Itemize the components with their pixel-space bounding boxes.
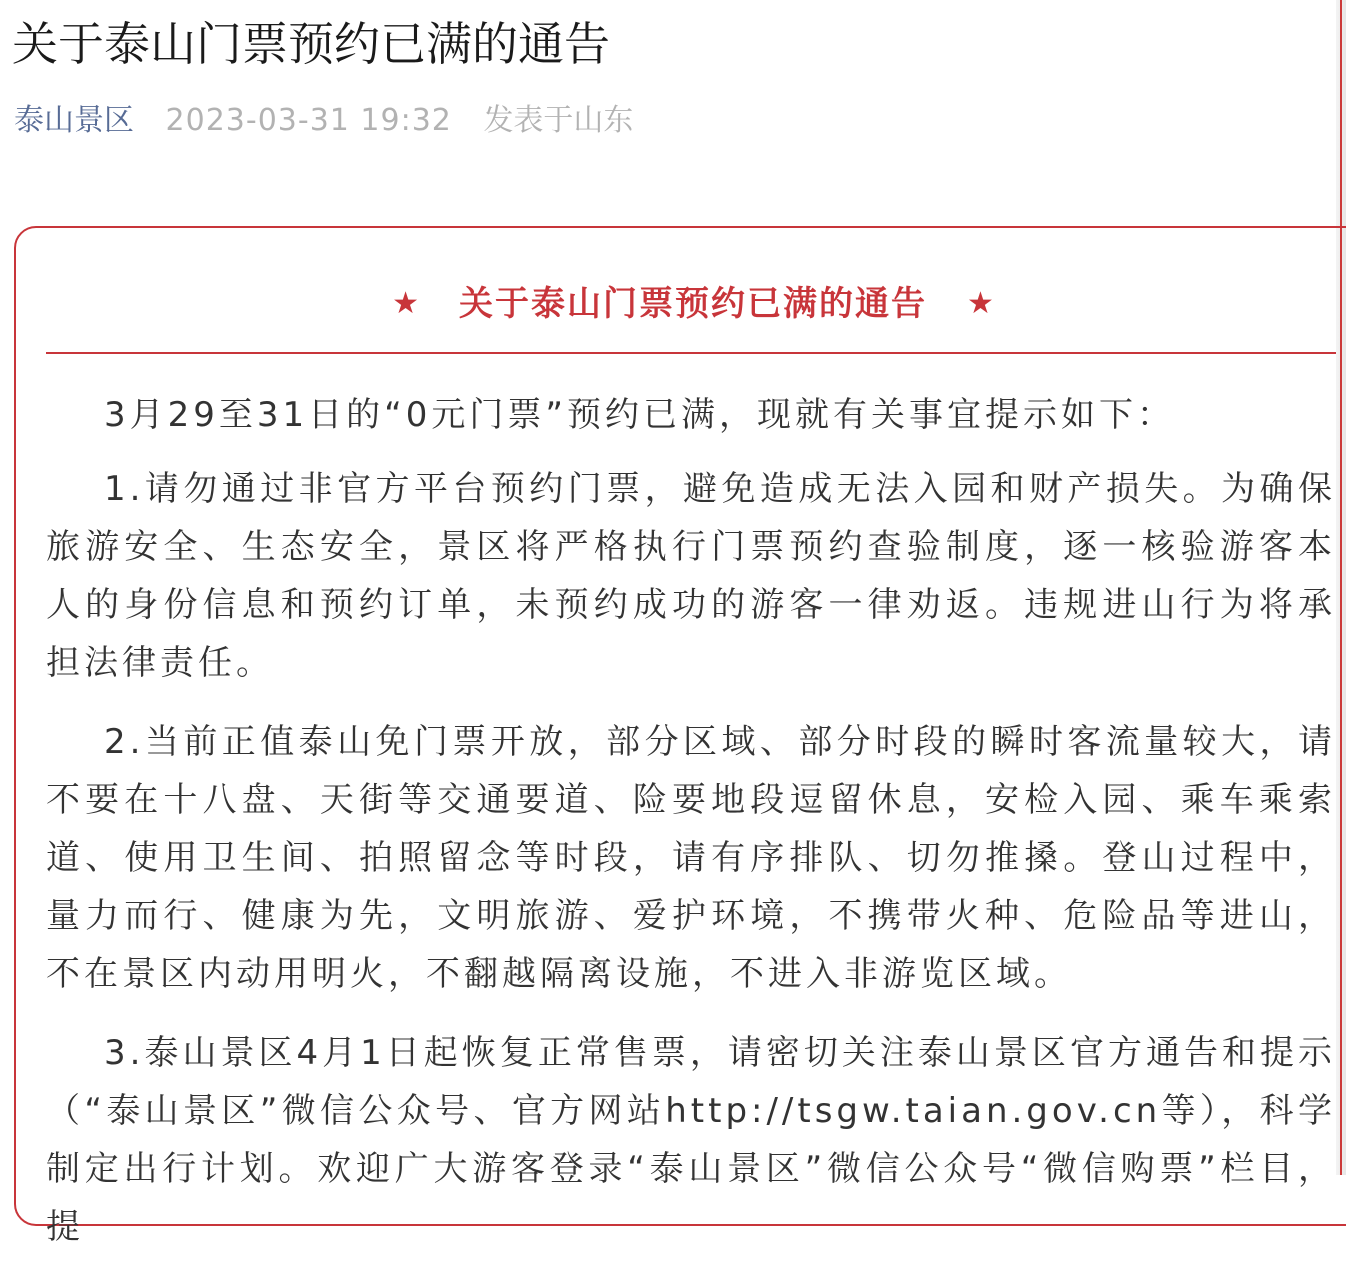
notice-title: 关于泰山门票预约已满的通告 xyxy=(459,284,927,324)
paragraph-3: 3.泰山景区4月1日起恢复正常售票，请密切关注泰山景区官方通告和提示（“泰山景区”微信公众号、官方网站http://tsgw.taian.gov.cn等），科学制定出行计划。欢迎广大游客登录“泰山景区”微信公众号“微信购票”栏目，提 xyxy=(46,1033,1336,1247)
paragraph-1: 1.请勿通过非官方平台预约门票，避免造成无法入园和财产损失。为确保旅游安全、生态安全，景区将严格执行门票预约查验制度，逐一核验游客本人的身份信息和预约订单，未预约成功的游客一律劝返。违规进山行为将承担法律责任。 xyxy=(46,469,1336,683)
notice-body xyxy=(46,386,1336,1277)
author-link[interactable]: 泰山景区 xyxy=(14,103,134,138)
star-left-icon: ★ xyxy=(392,286,419,321)
star-right-icon: ★ xyxy=(967,286,994,321)
notice-divider xyxy=(46,352,1336,354)
publish-date: 2023-03-31 19:32 xyxy=(165,103,452,138)
notice-header xyxy=(0,272,1346,336)
paragraph-intro: 3月29至31日的“0元门票”预约已满，现就有关事宜提示如下： xyxy=(104,395,1176,435)
article-title: 关于泰山门票预约已满的通告 xyxy=(12,17,610,71)
publish-location: 发表于山东 xyxy=(483,103,634,138)
paragraph-2: 2.当前正值泰山免门票开放，部分区域、部分时段的瞬时客流量较大，请不要在十八盘、天街等交通要道、险要地段逗留休息，安检入园、乘车乘索道、使用卫生间、拍照留念等时段，请有序排队、切勿推搡。登山过程中，量力而行、健康为先，文明旅游、爱护环境，不携带火种、危险品等进山，不在景区内动用明火，不翻越隔离设施，不进入非游览区域。 xyxy=(46,722,1336,994)
article-meta xyxy=(14,100,633,142)
